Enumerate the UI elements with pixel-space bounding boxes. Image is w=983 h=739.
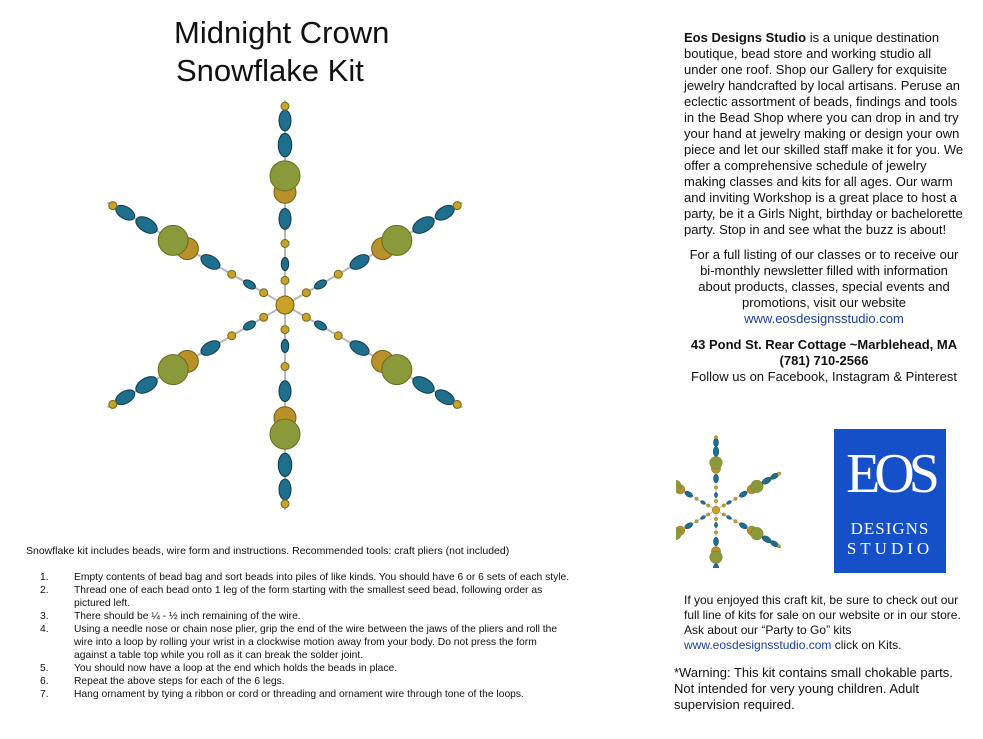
gold-bead <box>734 520 737 523</box>
blue-crystal-bead <box>684 521 694 530</box>
step-item <box>26 688 571 701</box>
listing-paragraph <box>684 247 964 327</box>
blue-crystal-bead <box>700 515 706 520</box>
gold-bead <box>109 202 117 210</box>
about-text: is a unique destination boutique, bead store and working studio all under one roof. Shop our Gallery for exquisite jewelry handcrafted by local artisans. Peruse an eclectic assortment of beads, findings and tools in the Bead Shop where you can drop in and try your hand at jewelry making or design your own piece and let our skilled staff make it for you. We offer a comprehensive schedule of jewelry making classes and kits for all ages. Our warm and inviting Workshop is a great place to host a party, be it a Girls Night, birthday or bachelorette party. Stop in and see what the buzz is about! <box>684 30 964 237</box>
center-bead <box>276 296 294 314</box>
blue-crystal-bead <box>281 340 289 353</box>
step-item <box>26 610 571 623</box>
blue-crystal-bead <box>198 338 222 359</box>
blue-crystal-bead <box>279 381 291 402</box>
gold-bead <box>714 499 717 502</box>
blue-crystal-bead <box>278 453 292 476</box>
gold-bead <box>777 545 780 548</box>
gold-bead <box>722 504 725 507</box>
blue-crystal-bead <box>714 522 717 527</box>
step-item <box>26 623 571 662</box>
step-number: 7. <box>40 689 49 700</box>
instruction-steps <box>26 571 571 701</box>
gold-bead <box>695 520 698 523</box>
step-text: Hang ornament by tying a ribbon or cord or threading and ornament wire through tone of the loops. <box>74 689 524 700</box>
gold-bead <box>707 513 710 516</box>
blue-crystal-bead <box>348 252 372 273</box>
listing-text: For a full listing of our classes or to receive our bi-monthly newsletter filled with information about products, classes, special events and promotions, visit our website <box>689 247 959 310</box>
blue-crystal-bead <box>313 278 328 291</box>
store-info <box>684 30 964 385</box>
blue-crystal-bead <box>726 515 732 520</box>
step-text: Empty contents of bead bag and sort beads into piles of like kinds. You should have 6 or 6 sets of each style. <box>74 572 570 583</box>
green-pearl-bead <box>270 419 300 449</box>
gold-bead <box>453 400 461 408</box>
gold-bead <box>281 326 289 334</box>
step-number: 4. <box>40 624 49 635</box>
step-text: You should now have a loop at the end which holds the beads in place. <box>74 663 398 674</box>
step-text: Thread one of each bead onto 1 leg of the form starting with the smallest seed bead, following order as pictured left. <box>74 585 543 609</box>
snowflake-thumbnail-image <box>676 418 818 568</box>
gold-bead <box>281 363 289 371</box>
kit-title-line1: Midnight Crown <box>174 15 390 50</box>
gold-bead <box>707 504 710 507</box>
logo-studio: STUDIO <box>846 539 934 558</box>
social-text: Follow us on Facebook, Instagram & Pinterest <box>691 369 957 384</box>
snowflake-thumbnail <box>676 418 818 568</box>
gold-bead <box>109 400 117 408</box>
gold-bead <box>453 202 461 210</box>
blue-crystal-bead <box>281 258 289 271</box>
gold-bead <box>334 332 342 340</box>
gold-bead <box>334 270 342 278</box>
gold-bead <box>281 240 289 248</box>
step-item <box>26 584 571 610</box>
center-bead <box>712 506 720 514</box>
blue-crystal-bead <box>726 500 732 505</box>
kit-title <box>160 14 400 90</box>
step-item <box>26 675 571 688</box>
kit-title-line2: Snowflake Kit <box>176 53 364 88</box>
kits-paragraph <box>684 593 969 653</box>
blue-crystal-bead <box>713 537 718 546</box>
step-number: 3. <box>40 611 49 622</box>
website-link[interactable]: www.eosdesignsstudio.com <box>744 311 904 326</box>
blue-crystal-bead <box>313 319 328 332</box>
eos-logo <box>834 429 946 573</box>
step-text: Using a needle nose or chain nose plier, grip the end of the wire between the jaws of the pliers and roll the wire into a loop by rolling your wrist in a clockwise motion away from your body. Do not press the form against a table top while you roll as it can break the solder joint. <box>74 624 558 661</box>
green-pearl-bead <box>158 355 188 385</box>
green-pearl-bead <box>751 480 764 493</box>
gold-bead <box>302 313 310 321</box>
green-pearl-bead <box>710 456 723 469</box>
step-text: Repeat the above steps for each of the 6 legs. <box>74 676 285 687</box>
blue-crystal-bead <box>713 447 719 457</box>
blue-crystal-bead <box>700 500 706 505</box>
blue-crystal-bead <box>713 438 718 447</box>
green-pearl-bead <box>270 161 300 191</box>
blue-crystal-bead <box>738 490 748 499</box>
snowflake-image <box>60 100 510 510</box>
green-pearl-bead <box>382 225 412 255</box>
brand-name: Eos Designs Studio <box>684 30 807 45</box>
gold-bead <box>714 517 717 520</box>
blue-crystal-bead <box>133 213 160 236</box>
warning-text: *Warning: This kit contains small chokable parts. Not intended for very young children. Adult supervision required. <box>674 665 953 712</box>
gold-bead <box>281 500 289 508</box>
green-pearl-bead <box>710 551 723 564</box>
blue-crystal-bead <box>133 373 160 396</box>
blue-crystal-bead <box>198 252 222 273</box>
gold-bead <box>228 332 236 340</box>
green-pearl-bead <box>751 527 764 540</box>
step-item <box>26 662 571 675</box>
gold-bead <box>281 276 289 284</box>
gold-bead <box>302 289 310 297</box>
step-number: 6. <box>40 676 49 687</box>
gold-bead <box>695 497 698 500</box>
blue-crystal-bead <box>278 133 292 156</box>
kit-intro: Snowflake kit includes beads, wire form and instructions. Recommended tools: craft pliers (not included) <box>26 545 510 557</box>
gold-bead <box>260 289 268 297</box>
blue-crystal-bead <box>410 213 437 236</box>
blue-crystal-bead <box>348 338 372 359</box>
blue-crystal-bead <box>738 521 748 530</box>
gold-bead <box>281 102 289 110</box>
address-block <box>684 337 964 385</box>
kits-text-end: click on Kits. <box>831 638 902 652</box>
gold-bead <box>722 513 725 516</box>
blue-crystal-bead <box>713 564 719 568</box>
gold-bead <box>714 486 717 489</box>
green-pearl-bead <box>382 355 412 385</box>
blue-crystal-bead <box>684 490 694 499</box>
gold-bead <box>714 436 717 439</box>
street-address: 43 Pond St. Rear Cottage ~Marblehead, MA <box>690 337 958 352</box>
step-number: 2. <box>40 585 49 596</box>
gold-bead <box>228 270 236 278</box>
gold-bead <box>714 531 717 534</box>
logo-eos: EOS <box>846 443 934 505</box>
kits-website-link[interactable]: www.eosdesignsstudio.com <box>684 638 832 652</box>
blue-crystal-bead <box>242 278 257 291</box>
gold-bead <box>777 472 780 475</box>
blue-crystal-bead <box>279 110 291 131</box>
green-pearl-bead <box>158 225 188 255</box>
phone-number: (781) 710-2566 <box>779 353 869 368</box>
gold-bead <box>260 313 268 321</box>
blue-crystal-bead <box>242 319 257 332</box>
step-number: 5. <box>40 663 49 674</box>
gold-bead <box>734 497 737 500</box>
step-text: There should be ¼ - ½ inch remaining of the wire. <box>74 611 301 622</box>
blue-crystal-bead <box>714 492 717 497</box>
about-paragraph <box>684 30 964 238</box>
blue-crystal-bead <box>279 209 291 230</box>
blue-crystal-bead <box>279 479 291 500</box>
snowflake-photo <box>60 100 510 510</box>
kits-text: If you enjoyed this craft kit, be sure to check out our full line of kits for sale on our website or in our store. Ask about our “Party to Go” kits <box>684 593 961 637</box>
blue-crystal-bead <box>713 474 718 483</box>
logo-designs: DESIGNS <box>850 519 930 538</box>
step-number: 1. <box>40 572 49 583</box>
blue-crystal-bead <box>410 373 437 396</box>
step-item <box>26 571 571 584</box>
